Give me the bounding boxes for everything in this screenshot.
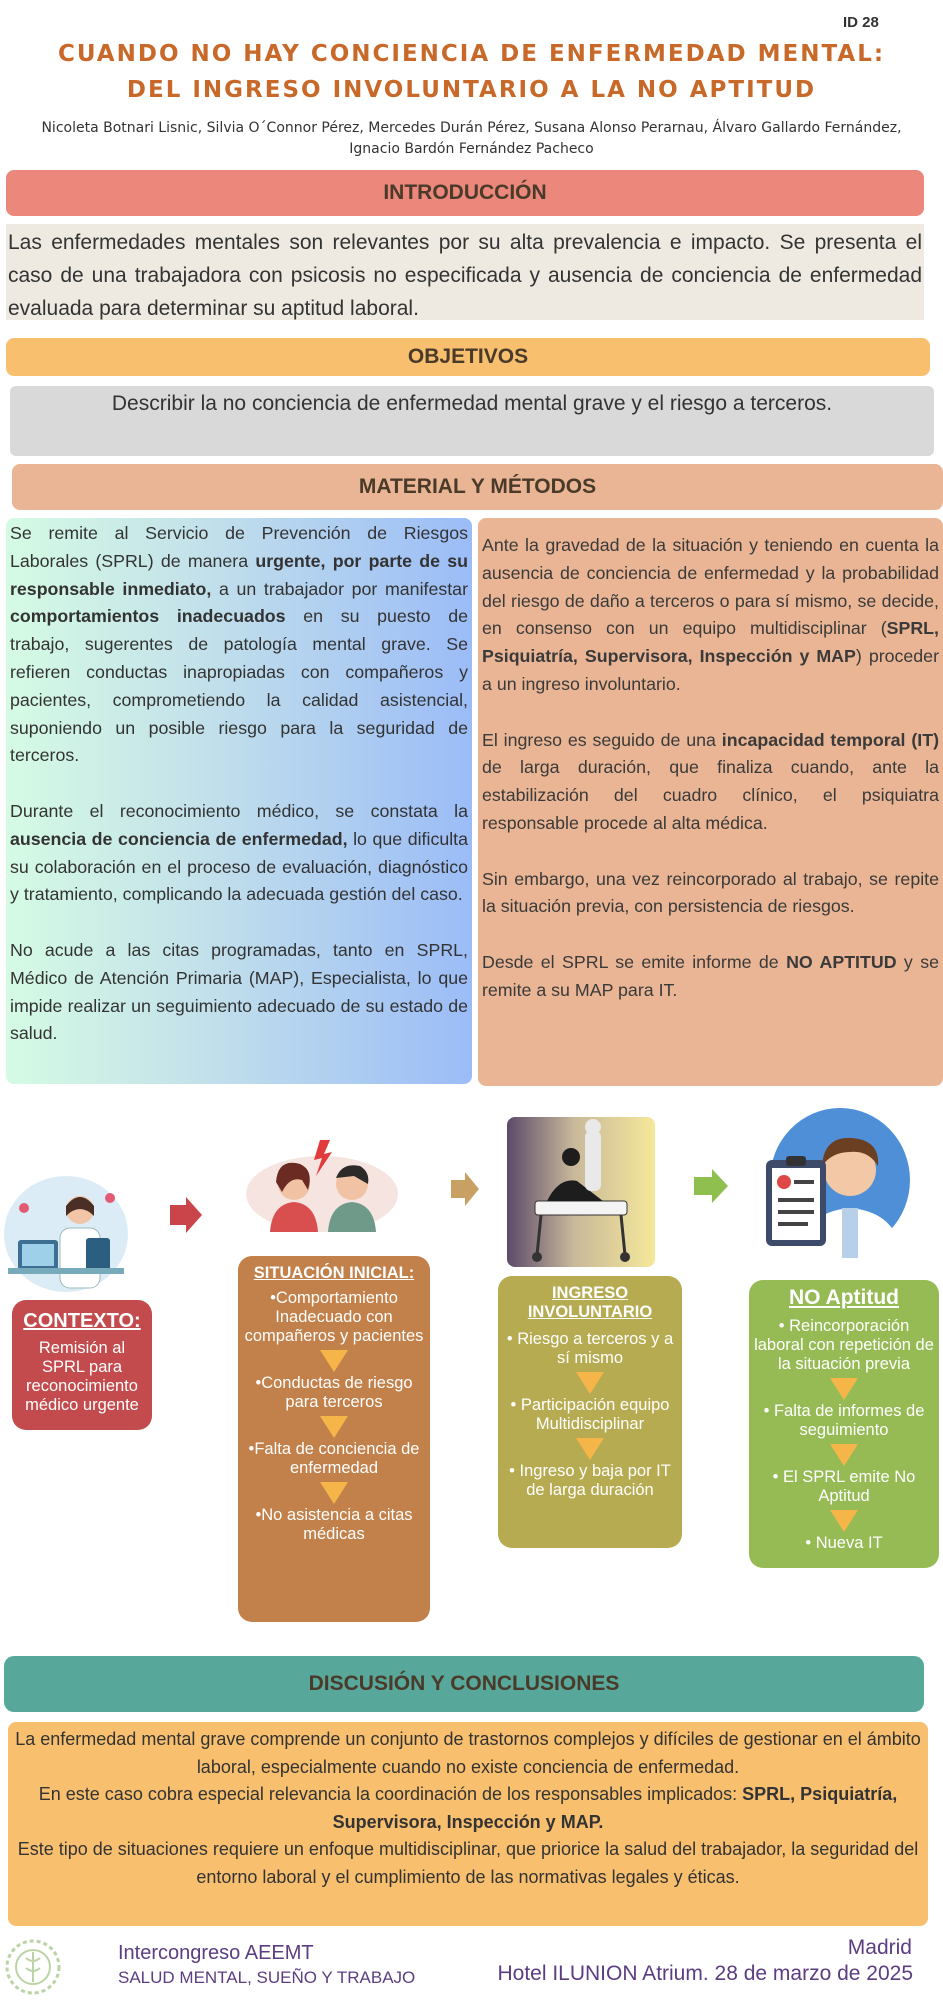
arrow-right-icon xyxy=(168,1197,204,1233)
discussion-heading: DISCUSIÓN Y CONCLUSIONES xyxy=(4,1656,924,1712)
poster-title xyxy=(30,36,913,108)
triangle-down-icon xyxy=(830,1378,858,1400)
methods-right-p4: Desde el SPRL se emite informe de NO APTITUD y se remite a su MAP para IT. xyxy=(482,951,939,1000)
intro-text: Las enfermedades mentales son relevantes por su alta prevalencia e impacto. Se presenta el caso de una trabajadora con psicosis no especificada y ausencia de conciencia de enfermedad evaluada para determinar su aptitud laboral. xyxy=(6,224,924,320)
triangle-down-icon xyxy=(320,1350,348,1372)
aeemt-logo-icon xyxy=(4,1938,62,1996)
methods-left-column xyxy=(6,518,472,1084)
situacion-inicial-card xyxy=(238,1256,430,1622)
discussion-text xyxy=(8,1722,928,1926)
ingreso-title: INGRESO INVOLUNTARIO xyxy=(527,1284,653,1321)
ingreso-item-1: • Riesgo a terceros y a sí mismo xyxy=(506,1330,674,1367)
methods-right-p3: Sin embargo, una vez reincorporado al trabajo, se repite la situación previa, con persistencia de riesgos. xyxy=(482,868,939,917)
methods-right-p1: Ante la gravedad de la situación y teniendo en cuenta la ausencia de conciencia de enfermedad y la probabilidad del riesgo de daño a terceros o para sí mismo, se decide, en consenso con un equipo multidisciplinar (SPRL, Psiquiatría, Supervisora, Inspección y MAP) proceder a un ingreso involuntario. xyxy=(482,535,939,694)
situacion-item-1: •Comportamiento Inadecuado con compañeros y pacientes xyxy=(244,1289,424,1345)
authors-line-2: Ignacio Bardón Fernández Pacheco xyxy=(349,141,594,157)
methods-left-p1: Se remite al Servicio de Prevención de Riesgos Laborales (SPRL) de manera urgente, por parte de su responsable inmediato, a un trabajador por manifestar comportamientos inadecuados en su puesto de trabajo, sugerentes de patología mental grave. Se refieren conductas inapropiadas con compañeros y pacientes, comprometiendo la calidad asistencial, suponiendo un posible riesgo para la seguridad de terceros. xyxy=(10,523,468,766)
objectives-heading: OBJETIVOS xyxy=(6,338,930,376)
triangle-down-icon xyxy=(576,1438,604,1460)
no-aptitud-item-1: • Reincorporación laboral con repetición de la situación previa xyxy=(754,1317,934,1373)
title-line-2: DEL INGRESO INVOLUNTARIO A LA NO APTITUD xyxy=(126,77,817,103)
no-aptitud-item-2: • Falta de informes de seguimiento xyxy=(763,1402,925,1439)
ingreso-item-2: • Participación equipo Multidisciplinar xyxy=(510,1396,670,1433)
situacion-item-4: •No asistencia a citas médicas xyxy=(255,1506,413,1543)
objectives-text: Describir la no conciencia de enfermedad mental grave y el riesgo a terceros. xyxy=(10,386,934,456)
triangle-down-icon xyxy=(320,1482,348,1504)
situacion-item-3: •Falta de conciencia de enfermedad xyxy=(248,1440,420,1477)
arguing-couple-icon xyxy=(242,1136,402,1236)
methods-left-p2: Durante el reconocimiento médico, se constata la ausencia de conciencia de enfermedad, lo que dificulta su colaboración en el proceso de evaluación, diagnóstico y tratamiento, complicando la adecuada gestión del caso. xyxy=(10,800,469,905)
arrow-right-icon xyxy=(449,1172,481,1206)
no-aptitud-item-4: • Nueva IT xyxy=(805,1534,883,1552)
authors xyxy=(10,118,933,160)
methods-right-p2: El ingreso es seguido de una incapacidad temporal (IT) de larga duración, que finaliza cuando, ante la estabilización del cuadro clínico, el psiquiatra responsable procede al alta médica. xyxy=(482,729,939,833)
footer-city: Madrid xyxy=(847,1936,912,1959)
methods-heading: MATERIAL Y MÉTODOS xyxy=(12,464,943,510)
no-aptitud-item-3: • El SPRL emite No Aptitud xyxy=(772,1468,916,1505)
triangle-down-icon xyxy=(320,1416,348,1438)
discussion-p1: La enfermedad mental grave comprende un conjunto de trastornos complejos y difíciles de gestionar en el ámbito laboral, especialmente cuando no existe conciencia de enfermedad. xyxy=(15,1729,921,1777)
ingreso-item-3: • Ingreso y baja por IT de larga duración xyxy=(509,1462,671,1499)
situacion-inicial-title: SITUACIÓN INICIAL: xyxy=(253,1264,415,1282)
methods-right-column xyxy=(478,518,943,1086)
triangle-down-icon xyxy=(576,1372,604,1394)
title-line-1: CUANDO NO HAY CONCIENCIA DE ENFERMEDAD MENTAL: xyxy=(57,41,886,67)
arrow-right-icon xyxy=(692,1169,730,1203)
footer-congress: Intercongreso AEEMT xyxy=(118,1942,314,1964)
contexto-card xyxy=(12,1300,152,1430)
contexto-text: Remisión al SPRL para reconocimiento médico urgente xyxy=(25,1339,139,1414)
ingreso-involuntario-card xyxy=(498,1276,682,1548)
authors-line-1: Nicoleta Botnari Lisnic, Silvia O´Connor Pérez, Mercedes Durán Pérez, Susana Alonso Perarnau, Álvaro Gallardo Fernández, xyxy=(41,120,902,136)
hospital-bed-icon xyxy=(507,1117,655,1267)
discussion-p3: Este tipo de situaciones requiere un enfoque multidisciplinar, que priorice la salud del trabajador, la seguridad del entorno laboral y el cumplimiento de las normativas legales y éticas. xyxy=(17,1839,919,1887)
situacion-item-2: •Conductas de riesgo para terceros xyxy=(255,1374,413,1411)
doctor-with-clipboard-icon xyxy=(758,1108,910,1258)
triangle-down-icon xyxy=(830,1510,858,1532)
methods-left-p3: No acude a las citas programadas, tanto en SPRL, Médico de Atención Primaria (MAP), Especialista, lo que impide realizar un seguimiento adecuado de su estado de salud. xyxy=(10,939,468,1044)
doctor-at-computer-icon xyxy=(0,1168,132,1296)
no-aptitud-title: NO Aptitud xyxy=(788,1286,900,1309)
triangle-down-icon xyxy=(830,1444,858,1466)
footer-subtitle: SALUD MENTAL, SUEÑO Y TRABAJO xyxy=(118,1968,416,1987)
poster-id: ID 28 xyxy=(843,14,879,31)
no-aptitud-card xyxy=(749,1280,939,1568)
footer-venue: Hotel ILUNION Atrium. 28 de marzo de 2025 xyxy=(497,1962,913,1985)
discussion-p2: En este caso cobra especial relevancia la coordinación de los responsables implicados: SPRL, Psiquiatría, Supervisora, Inspección y MAP. xyxy=(38,1784,898,1832)
intro-heading: INTRODUCCIÓN xyxy=(6,170,924,216)
contexto-title: CONTEXTO: xyxy=(23,1310,141,1332)
